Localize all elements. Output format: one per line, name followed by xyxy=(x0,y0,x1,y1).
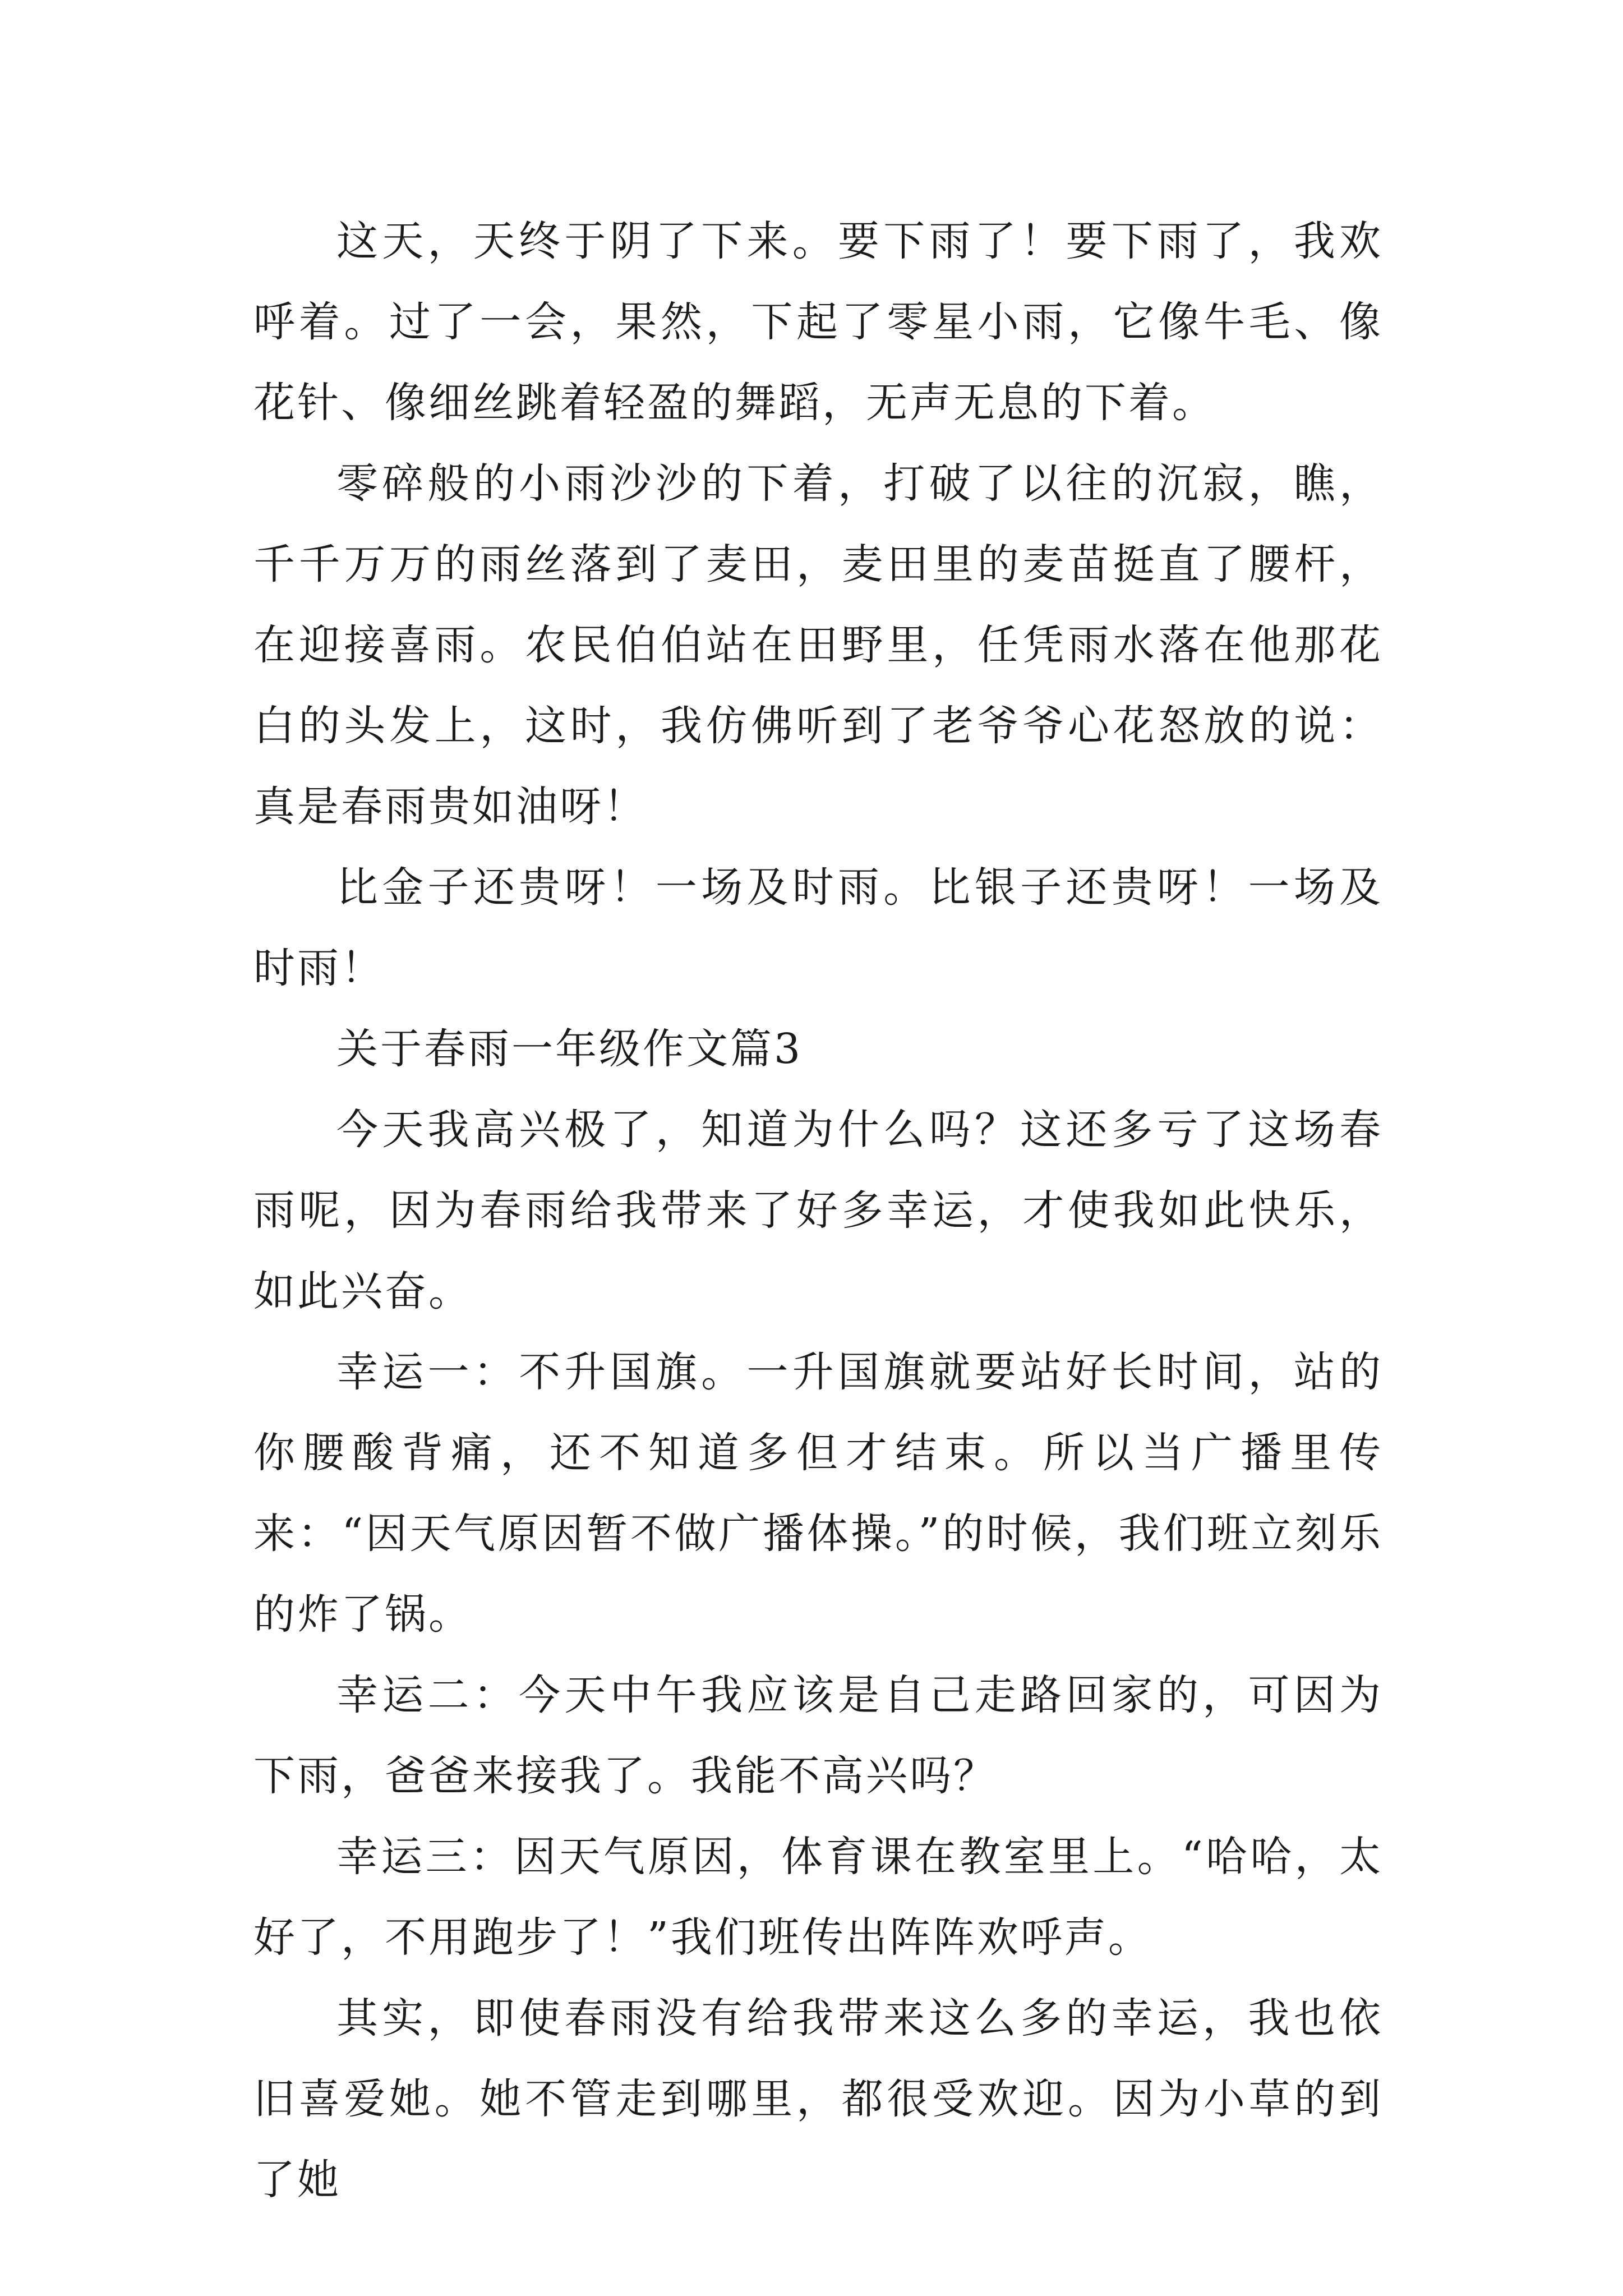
paragraph-love-spring-rain: 其实，即使春雨没有给我带来这么多的幸运，我也依旧喜爱她。她不管走到哪里，都很受欢迎。因为小草的到了她 xyxy=(253,1994,1383,2204)
paragraph-drizzle-wheat: 零碎般的小雨沙沙的下着，打破了以往的沉寂，瞧，千千万万的雨丝落到了麦田，麦田里的麦苗挺直了腰杆，在迎接喜雨。农民伯伯站在田野里，任凭雨水落在他那花白的头发上，这时，我仿佛听到了老爷爷心花怒放的说：真是春雨贵如油呀！ xyxy=(253,459,1383,831)
paragraph-luck-one: 幸运一：不升国旗。一升国旗就要站好长时间，站的你腰酸背痛，还不知道多但才结束。所以当广播里传来：“因天气原因暂不做广播体操。”的时候，我们班立刻乐的炸了锅。 xyxy=(253,1348,1383,1639)
document-body xyxy=(253,201,1383,2220)
paragraph-happy-today: 今天我高兴极了，知道为什么吗？这还多亏了这场春雨呢，因为春雨给我带来了好多幸运，才使我如此快乐，如此兴奋。 xyxy=(253,1106,1383,1315)
paragraph-rain-begins: 这天，天终于阴了下来。要下雨了！要下雨了，我欢呼着。过了一会，果然，下起了零星小雨，它像牛毛、像花针、像细丝跳着轻盈的舞蹈，无声无息的下着。 xyxy=(253,217,1383,427)
essay-heading: 关于春雨一年级作文篇3 xyxy=(336,1025,803,1073)
paragraph-luck-two: 幸运二：今天中午我应该是自己走路回家的，可因为下雨，爸爸来接我了。我能不高兴吗？ xyxy=(253,1671,1383,1800)
paragraph-timely-rain: 比金子还贵呀！一场及时雨。比银子还贵呀！一场及时雨！ xyxy=(253,863,1383,992)
paragraph-luck-three: 幸运三：因天气原因，体育课在教室里上。“哈哈，太好了，不用跑步了！”我们班传出阵阵欢呼声。 xyxy=(253,1833,1383,1962)
